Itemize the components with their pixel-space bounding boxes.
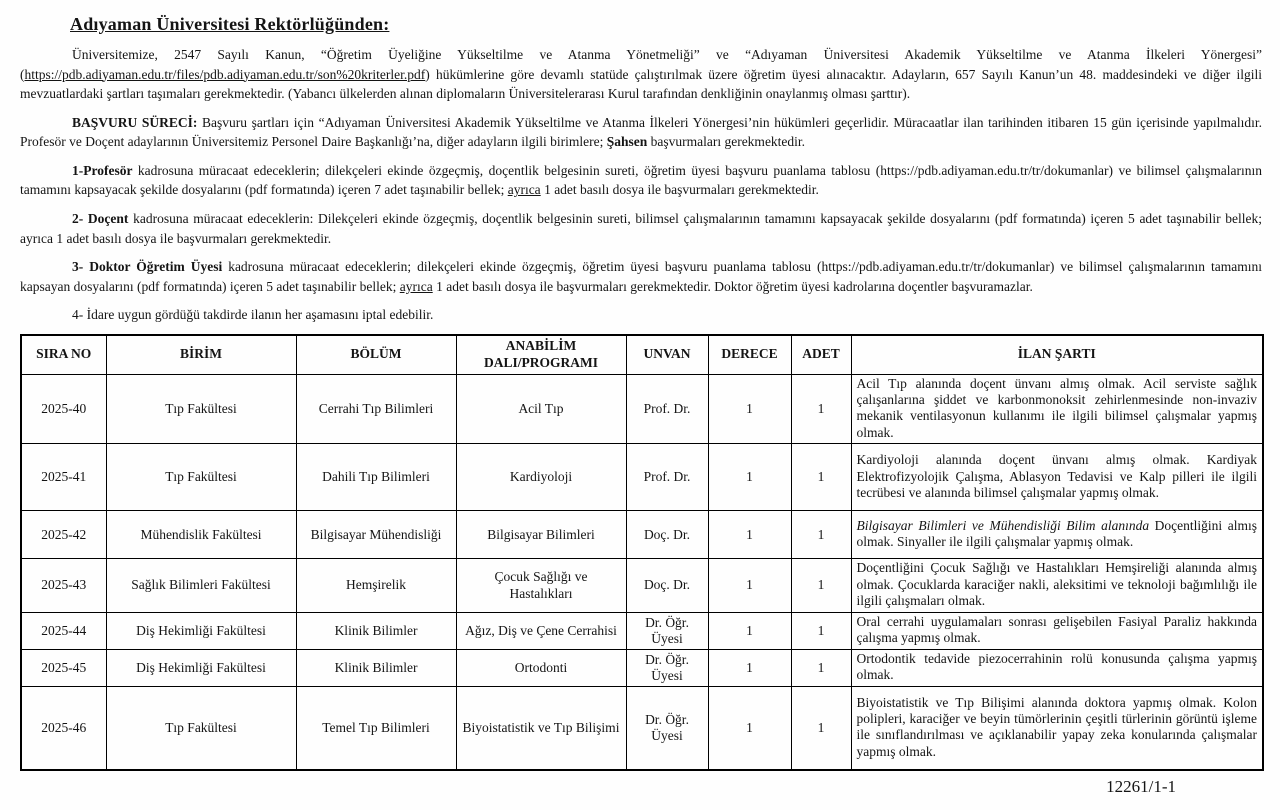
table-row	[21, 612, 1263, 649]
cell-adet: 1	[791, 612, 851, 649]
cell-bolum: Klinik Bilimler	[296, 612, 456, 649]
page-title: Adıyaman Üniversitesi Rektörlüğünden:	[70, 14, 390, 34]
cell-birim: Sağlık Bilimleri Fakültesi	[106, 559, 296, 612]
col-header-ilan-sarti: İLAN ŞARTI	[851, 335, 1263, 374]
cell-adet: 1	[791, 444, 851, 511]
cell-anabilim: Biyoistatistik ve Tıp Bilişimi	[456, 686, 626, 770]
cell-ilan-sarti: Oral cerrahi uygulamaları sonrası gelişebilen Fasiyal Paraliz hakkında çalışma yapmış olmak.	[851, 612, 1263, 649]
cell-ilan-sarti: Doçentliğini Çocuk Sağlığı ve Hastalıkları Hemşireliği alanında almış olmak. Çocuklarda karaciğer nakli, aleksitimi ve teknoloji bağımlılığı ile ilgili çalışmaları olmak.	[851, 559, 1263, 612]
cell-ilan-sarti: Ortodontik tedavide piezocerrahinin rolü konusunda çalışma yapmış olmak.	[851, 649, 1263, 686]
cell-derece: 1	[708, 374, 791, 444]
table-row	[21, 511, 1263, 559]
cell-derece: 1	[708, 612, 791, 649]
paragraph-doktor-ogretim-uyesi	[20, 257, 1262, 296]
profesor-text-mid: kadrosuna müracaat edeceklerin; dilekçeleri ekinde özgeçmiş, doçentlik belgesinin sureti, öğretim üyesi başvuru puanlama tablosu (https://pdb.adiyaman.edu.tr/tr/dokumanlar) ve bilimsel çalışmalarının tamamını kapsayacak şekilde dosyalarını (pdf formatında) içeren 7 adet taşınabilir bellek;	[20, 162, 1262, 198]
col-header-sira-no: SIRA NO	[21, 335, 106, 374]
cell-anabilim: Ağız, Diş ve Çene Cerrahisi	[456, 612, 626, 649]
table-header-row	[21, 335, 1263, 374]
table-row	[21, 374, 1263, 444]
paragraph-intro	[20, 45, 1262, 104]
cell-ilan-sarti: Biyoistatistik ve Tıp Bilişimi alanında doktora yapmış olmak. Kolon polipleri, karaciğer ve beyin tümörlerinin çeşitli türlerinin görüntü işleme ile sınıflandırılması ve açıklanabilir yapay zeka konularında çalışmalar yapmış olmak.	[851, 686, 1263, 770]
cell-bolum: Hemşirelik	[296, 559, 456, 612]
ilan-sarti-regular-part: Doçentliğini almış olmak. Sinyaller ile ilgili çalışmalar yapmış olmak.	[856, 517, 1257, 550]
cell-anabilim: Ortodonti	[456, 649, 626, 686]
cell-ilan-sarti	[851, 511, 1263, 559]
cell-bolum: Klinik Bilimler	[296, 649, 456, 686]
cell-sira-no: 2025-45	[21, 649, 106, 686]
cell-sira-no: 2025-46	[21, 686, 106, 770]
cell-anabilim: Kardiyoloji	[456, 444, 626, 511]
cell-anabilim: Çocuk Sağlığı ve Hastalıkları	[456, 559, 626, 612]
col-header-birim: BİRİM	[106, 335, 296, 374]
cell-birim: Mühendislik Fakültesi	[106, 511, 296, 559]
cell-bolum: Temel Tıp Bilimleri	[296, 686, 456, 770]
sahsen-bold-word: Şahsen	[606, 134, 648, 150]
cell-adet: 1	[791, 374, 851, 444]
ayrica-underlined-word: ayrıca	[507, 182, 541, 198]
profesor-text-end: 1 adet basılı dosya ile başvurmaları gerekmektedir.	[540, 182, 819, 198]
cell-unvan: Prof. Dr.	[626, 444, 708, 511]
table-row	[21, 444, 1263, 511]
cell-birim: Tıp Fakültesi	[106, 444, 296, 511]
basvuru-text-mid: Başvuru şartları için “Adıyaman Üniversitesi Akademik Yükseltilme ve Atanma İlkeleri Yönergesi’nin hükümleri geçerlidir. Müracaatlar ilan tarihinden itibaren 15 gün içerisinde yapılmalıdır. Profesör ve Doçent adaylarının Üniversitemiz Personel Daire Başkanlığı’na, diğer adayların ilgili birimlere;	[20, 114, 1262, 150]
table-row	[21, 559, 1263, 612]
doktor-ogretim-uyesi-label: 3- Doktor Öğretim Üyesi	[72, 259, 223, 275]
cell-derece: 1	[708, 559, 791, 612]
basvuru-sureci-label: BAŞVURU SÜRECİ:	[72, 114, 198, 130]
docent-text-end: kadrosuna müracaat edeceklerin: Dilekçeleri ekinde özgeçmiş, doçentlik belgesinin sureti, bilimsel çalışmalarının tamamını kapsayacak şekilde dosyalarını (pdf formatında) içeren 5 adet taşınabilir bellek; ayrıca 1 adet basılı dosya ile başvurmaları gerekmektedir.	[20, 210, 1262, 246]
table-row	[21, 649, 1263, 686]
cell-derece: 1	[708, 444, 791, 511]
cell-unvan: Prof. Dr.	[626, 374, 708, 444]
paragraph-basvuru-sureci	[20, 113, 1262, 152]
table-row	[21, 686, 1263, 770]
cell-derece: 1	[708, 649, 791, 686]
cell-adet: 1	[791, 649, 851, 686]
cell-anabilim: Bilgisayar Bilimleri	[456, 511, 626, 559]
cell-sira-no: 2025-43	[21, 559, 106, 612]
ilan-sarti-italic-part: Bilgisayar Bilimleri ve Mühendisliği Bilim alanında	[856, 517, 1150, 533]
col-header-anabilim-dali: ANABİLİM DALI/PROGRAMI	[456, 335, 626, 374]
announcement-number: 12261/1-1	[1106, 777, 1176, 797]
col-header-adet: ADET	[791, 335, 851, 374]
paragraph-profesor	[20, 161, 1262, 200]
cell-birim: Tıp Fakültesi	[106, 686, 296, 770]
cell-derece: 1	[708, 686, 791, 770]
col-header-derece: DERECE	[708, 335, 791, 374]
intro-text-start: Üniversitemize, 2547 Sayılı Kanun, “Öğretim Üyeliğine Yükseltilme ve Atanma Yönetmeliği” ve “Adıyaman Üniversitesi Akademik Yükseltilme ve Atanma İlkeleri Yönergesi” (	[20, 47, 1262, 82]
cell-birim: Diş Hekimliği Fakültesi	[106, 612, 296, 649]
cell-sira-no: 2025-40	[21, 374, 106, 444]
cell-derece: 1	[708, 511, 791, 559]
cell-adet: 1	[791, 559, 851, 612]
col-header-unvan: UNVAN	[626, 335, 708, 374]
doktor-text-end: 1 adet basılı dosya ile başvurmaları gerekmektedir. Doktor öğretim üyesi kadrolarına doçentler başvuramazlar.	[432, 278, 1033, 294]
cell-bolum: Bilgisayar Mühendisliği	[296, 511, 456, 559]
cell-ilan-sarti: Kardiyoloji alanında doçent ünvanı almış olmak. Kardiyak Elektrofizyolojik Çalışma, Ablasyon Tedavisi ve Kalp pilleri ile ilgili tecrübesi ve alanında bilimsel çalışmalar yapmış olmak.	[851, 444, 1263, 511]
profesor-label: 1-Profesör	[72, 162, 133, 178]
cell-adet: 1	[791, 511, 851, 559]
cell-bolum: Dahili Tıp Bilimleri	[296, 444, 456, 511]
cell-birim: Diş Hekimliği Fakültesi	[106, 649, 296, 686]
cell-sira-no: 2025-42	[21, 511, 106, 559]
intro-text-end: ) hükümlerine göre devamlı statüde çalıştırılmak üzere öğretim üyesi alınacaktır. Adayların, 657 Sayılı Kanun’un 48. maddesindeki ve diğer ilgili mevzuatlardaki şartları taşımaları gerekmektedir. (Yabancı ülkelerden alınan diplomaların Üniversitelerarası Kurul tarafından denkliğinin onaylanmış olması şarttır).	[20, 66, 1262, 102]
cell-unvan: Dr. Öğr. Üyesi	[626, 649, 708, 686]
doktor-text-mid: kadrosuna müracaat edeceklerin; dilekçeleri ekinde özgeçmiş, öğretim üyesi başvuru puanlama tablosu (https://pdb.adiyaman.edu.tr/tr/dokumanlar) ve bilimsel çalışmalarının tamamını kapsayan dosyalarını (pdf formatında) içeren 5 adet taşınabilir bellek;	[20, 259, 1262, 294]
cell-unvan: Doç. Dr.	[626, 559, 708, 612]
cell-unvan: Dr. Öğr. Üyesi	[626, 686, 708, 770]
docent-label: 2- Doçent	[72, 210, 129, 226]
col-header-bolum: BÖLÜM	[296, 335, 456, 374]
ayrica-underlined-word: ayrıca	[399, 278, 433, 294]
basvuru-text-end: başvurmaları gerekmektedir.	[647, 134, 806, 150]
cell-unvan: Doç. Dr.	[626, 511, 708, 559]
cell-adet: 1	[791, 686, 851, 770]
criteria-pdf-link[interactable]: https://pdb.adiyaman.edu.tr/files/pdb.adiyaman.edu.tr/son%20kriterler.pdf	[24, 66, 426, 82]
paragraph-docent	[20, 209, 1262, 248]
paragraph-iptal: 4- İdare uygun gördüğü takdirde ilanın her aşamasını iptal edebilir.	[72, 307, 434, 323]
cell-ilan-sarti: Acil Tıp alanında doçent ünvanı almış olmak. Acil serviste sağlık çalışanlarına şiddet ve karbonmonoksit zehirlenmesinde non-invaziv mekanik ventilasyonun kullanımı ile ilgili bilimsel çalışmalar yapmış olmak.	[851, 374, 1263, 444]
cell-sira-no: 2025-44	[21, 612, 106, 649]
cell-anabilim: Acil Tıp	[456, 374, 626, 444]
cell-birim: Tıp Fakültesi	[106, 374, 296, 444]
cell-sira-no: 2025-41	[21, 444, 106, 511]
cell-bolum: Cerrahi Tıp Bilimleri	[296, 374, 456, 444]
cell-unvan: Dr. Öğr. Üyesi	[626, 612, 708, 649]
position-table	[20, 334, 1264, 771]
